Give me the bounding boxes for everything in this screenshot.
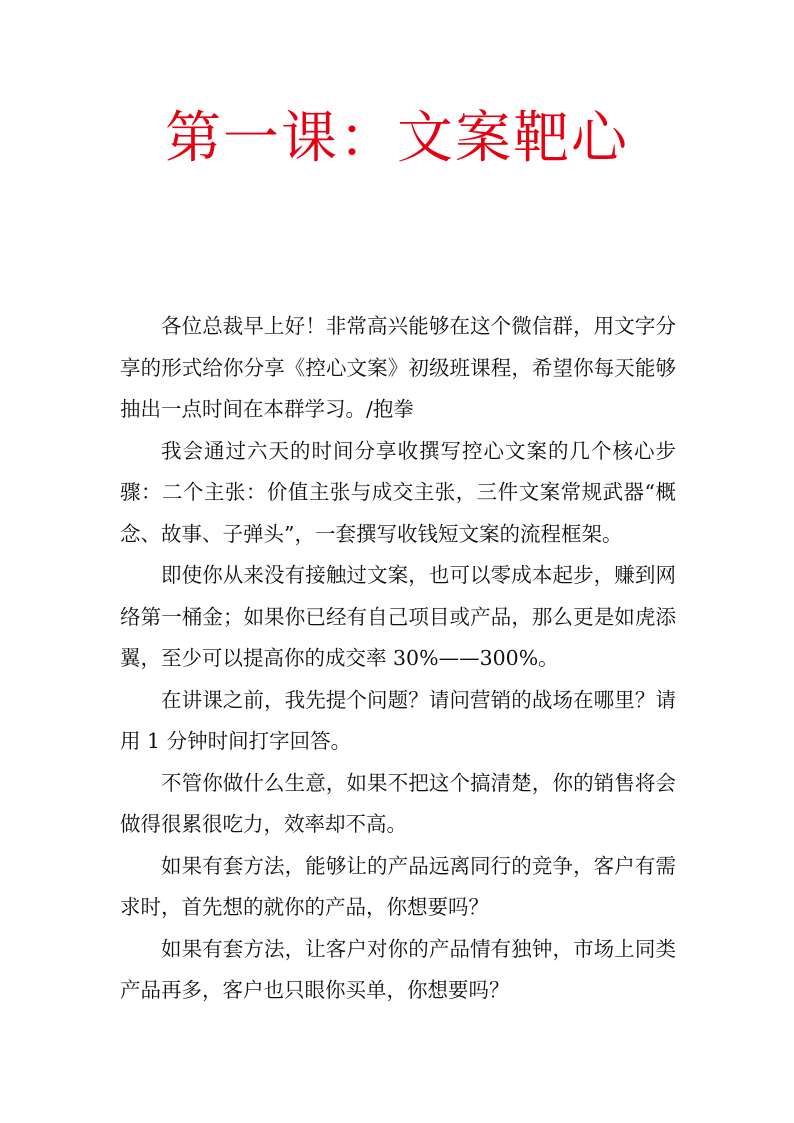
- paragraph-warning: 不管你做什么生意，如果不把这个搞清楚，你的销售将会做得很累很吃力，效率却不高。: [120, 770, 676, 836]
- paragraph-offer-1: 如果有套方法，能够让的产品远离同行的竞争，客户有需求时，首先想的就你的产品，你想要吗？: [120, 853, 676, 919]
- paragraph-greeting: 各位总裁早上好！非常高兴能够在这个微信群，用文字分享的形式给你分享《控心文案》初级班课程，希望你每天能够抽出一点时间在本群学习。/抱拳: [120, 314, 676, 421]
- document-body: [120, 306, 676, 1012]
- lesson-title: 第一课：文案靶心: [165, 106, 629, 171]
- paragraph-question: 在讲课之前，我先提个问题？请问营销的战场在哪里？请用 1 分钟时间打字回答。: [120, 687, 676, 753]
- paragraph-course-outline: 我会通过六天的时间分享收撰写控心文案的几个核心步骤：二个主张：价值主张与成交主张，三件文案常规武器“概念、故事、子弹头”，一套撰写收钱短文案的流程框架。: [120, 438, 676, 546]
- paragraph-offer-2: 如果有套方法，让客户对你的产品情有独钟，市场上同类产品再多，客户也只眼你买单，你想要吗？: [120, 936, 676, 1002]
- paragraph-benefits: 即使你从来没有接触过文案，也可以零成本起步，赚到网络第一桶金；如果你已经有自己项目或产品，那么更是如虎添翼，至少可以提高你的成交率 30%——300%。: [120, 563, 676, 670]
